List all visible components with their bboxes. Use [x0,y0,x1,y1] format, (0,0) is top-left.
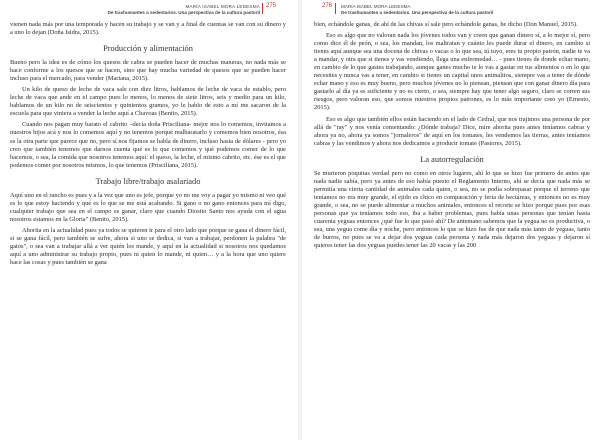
right-page-body [314,21,590,250]
right-page-number: 276 [322,3,333,9]
page-gutter [298,0,302,440]
paragraph: Cuando nos pagan muy barato el cabrito –decía doña Prisciliana- mejor nos lo comemos, invitamos a nuestros hijos acá y nos lo comemos aquí y no tenemos porqué malbaratarlo y comemos bien nosotros, ésa es la otra parte que parece que no, pero sí nos fijamos se habla de dinero, incluso hasta de dólares - pero yo creo que también tenemos que darnos cuenta qué es lo que comemos y qué podemos comer de lo que hacemos, o sea, la comida que nosotros tenemos aquí: el queso, la leche, el mismo cabrito, etc. ése es el que podemos comer por nosotros mismos, lo que tenemos (Prisciliana, 2015). [10,121,286,169]
left-page-body [10,21,286,267]
paragraph: bien, echándole ganas, de ahí de las chivas sí sale pero echándole ganas, he dicho (Don Manuel, 2015). [314,21,578,28]
section-heading: Producción y alimentación [103,44,193,54]
paragraph: Eso es algo que no valoran nada los jóvenes todos van y creen que ganan dinero sí, a lo mejor sí, pero como dice él de peón, o sea, los mandan, los maltratan y cuánto les puede durar el dinero, en cambio si tienes aquí aunque sea una docena de chivas o vacas o lo que sea, tú tuyo, eres tu propio patrón, nadie te va a mandar, y otra que si tienes y vas vendiendo, llega una enfermedad… - pues tienes de donde echar mano, en cambio de lo que gastes trabajando, aunque ganes mucho te lo vas a gastar en tus alimentos o en lo que necesites y nunca vas a tener, en cambio si tienes un capital unos animalitos, siempre vas a tener de dónde echar mano y eso es muy bueno, pero muchos jóvenes no lo piensan, piensan que con ganar dinero día para gastarlo al día ya es suficiente y no es cierto, o sea, siempre hay que tener algo seguro, claro se corren sus riesgos, pero valoran eso, que somos nuestros propios patrones, es lo más importante creo yo (Ernesto, 2015). [314,32,590,112]
left-running-header [10,4,260,16]
left-page [0,0,296,440]
header-title: De trashumantes a sedentarios. Una perspectiva de la cultura pastoril [107,10,260,15]
paragraph: Ahorita en la actualidad pues ya todos se quieren ir para el otro lado que porque se gana el dinero fácil, si se gana fácil, pero también se sufre, ahora si uno se dedica, si van a trabajar, perdonen la palabra "de gatos", o sea van a trabajar allá a ver quién los mande, y aquí en la actualidad si nosotros nos quedamos aquí a uno administrar su trabajo propio, pues ni quien lo mande, ni quien… y a la hora que uno quiere hace las cosas y pues también se gana [10,226,286,267]
right-running-header [341,4,591,16]
header-title: De trashumantes a sedentarios. Una perspectiva de la cultura pastoril [341,10,494,15]
header-author: MARÍA ISABEL MORA LEDESMA [341,4,411,9]
left-page-number: 275 [266,3,277,9]
right-page [304,0,600,440]
section-heading: Trabajo libre/trabajo asalariado [95,176,201,186]
paragraph: Se murieron poquitas verdad pero no como en otros lugares, ahí lo que se hizo fue primero de antes que nada nadie sabía, pero ya antes de eso había puesto el Reglamento Interno, ahí se decía que nada más se permitía una cierta cantidad de animales cada quien, o sea, no se podía sobrepasar porque el terreno que teníamos no era muy grande, el ejido es chico en comparación y feria de hectáreas, y entonces no es muy grande, o sea, no se puede alimentar a muchos animales, entonces el recorte se hizo porque pues por esas personas que ya teníamos todo eso, iba a haber problemas, pues había unas personas que tenían hasta cuarenta yeguas entonces ¿qué fue lo que pasó ahí? De antemano sabemos que la yegua no es productiva, o sea, una yegua come día y noche, pero entonces lo que se hizo fue de que nada más tanto de yeguas, tanto de burros, no pues se va a dejar dos yeguas cada persona y nada más dejaron dos yeguas y dejaron sí quieres tener las dos yeguas puedes tener las 20 vacas y las 200 [314,169,590,250]
paragraph: Bueno pero la idea es de cómo los quesos de cabra se pueden hacer de muchas maneras, no nada más se hace conforme a los quesos que se hacen, sino que hay mucha variedad de quesos que se pueden hacer incluso para el mercado, para vender (Mariana, 2015). [10,59,286,83]
paragraph: vienen nada más por una temporada y hacen su trabajo y se van y a final de cuentas se van con su dinero y a uno lo dejan (Doña Isidra, 2015). [10,21,286,37]
paragraph: Aquí uno en el rancho es pues y a la vez que uno es jefe, porque yo no me voy a pagar yo mismo ni veo qué es lo que estoy haciendo y qué es lo que se me está acabando. Si gano o no gano entonces para mí digo, cualquier trabajo que sea en el campo es ganar, claro que cuando Diosito Santo nos ayuda con el agua nosotros estamos en la Gloria" (Benito, 2015). [10,191,286,223]
paragraph: Eso es algo que también ellos están haciendo en el lado de Cedral, que nos trajimos una persona de por allá de "ray" y nos venía comentando: ¿Dónde trabaja? Dice, mire ahorita pues antes teníamos cabras y ahora ya no, ahora ya somos "jornaleros" de aquí en los tomates, les vendemos las tierras, antes teníamos cabras y las vendimos y ahora nos dedicamos a producir tomate (Pastores, 2015). [314,115,590,147]
paragraph: Un kilo de queso de leche de vaca sale con diez litros, hablamos de leche de vaca de establo, pero leche de vaca que ande en el campo pues lo menos, lo menos de siete litros, seis y medio para un kilo, hablamos de un kilo no de seiscientos y quinientos gramos, yo le hablo de esto a mí me sacaron de la escuela para que viniera a vender la leche aquí a Chavoas (Benito, 2015). [10,86,286,118]
header-author: MARÍA ISABEL MORA LEDESMA [185,4,260,9]
section-heading: La autorregulación [420,154,484,164]
